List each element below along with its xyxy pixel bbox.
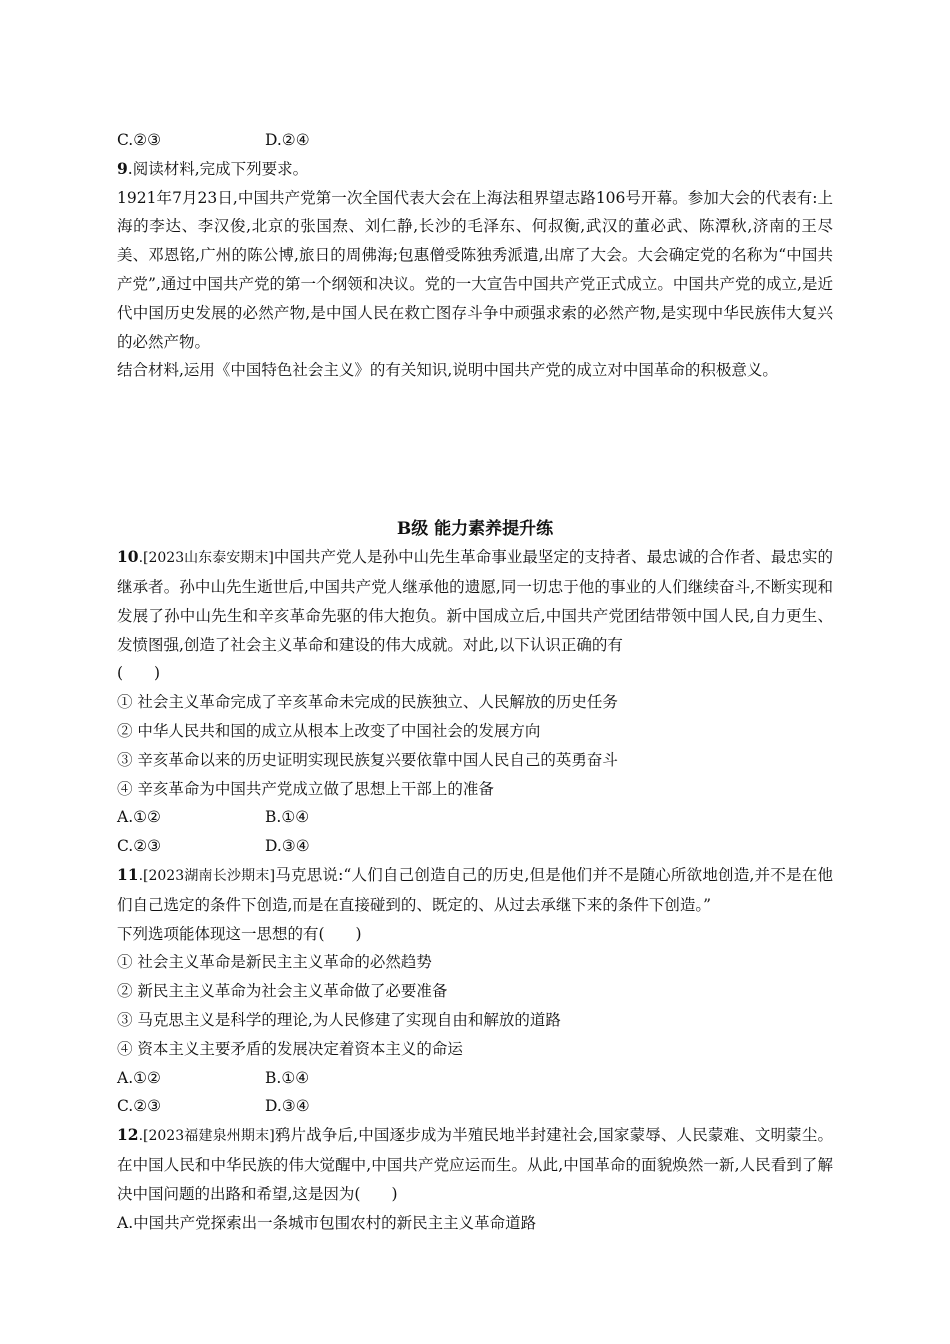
q10-source: .[2023山东泰安期末] xyxy=(138,550,274,567)
section-b-heading: B级 能力素养提升练 xyxy=(396,519,554,540)
q12-source: .[2023福建泉州期末] xyxy=(138,1128,275,1145)
q8-option-c[interactable]: C.②③ xyxy=(117,131,162,149)
q9-stem-text: .阅读材料,完成下列要求。 xyxy=(127,159,309,178)
q11-source: .[2023湖南长沙期末] xyxy=(138,867,276,884)
q11-option-c[interactable]: C.②③ xyxy=(117,1097,162,1116)
q10-options-cd xyxy=(117,832,833,861)
q9-number: 9 xyxy=(117,158,128,178)
q12-stem-text: 鸦片战争后,中国逐步成为半殖民地半封建社会,国家蒙辱、人民蒙难、文明蒙尘。在中国人民和中华民族的伟大觉醒中,中国共产党应运而生。从此,中国革命的面貌焕然一新,人民看到了解决中国问题的出路和希望,这是因为( ) xyxy=(117,1126,833,1203)
q11-item-2: ② 新民主主义革命为社会主义革命做了必要准备 xyxy=(117,982,448,1001)
q12-number: 12 xyxy=(117,1125,139,1145)
q8-options-cd xyxy=(117,126,833,155)
q11-number: 11 xyxy=(117,864,139,884)
q10-option-b[interactable]: B.①④ xyxy=(265,808,310,827)
q11-item-3: ③ 马克思主义是科学的理论,为人民修建了实现自由和解放的道路 xyxy=(117,1010,561,1029)
q10-stem-text: 中国共产党人是孙中山先生革命事业最坚定的支持者、最忠诚的合作者、最忠实的继承者。孙中山先生逝世后,中国共产党人继承他的遗愿,同一切忠于他的事业的人们继续奋斗,不断实现和发展了孙中山先生和辛亥革命先驱的伟大抱负。新中国成立后,中国共产党团结带领中国人民,自力更生、发愤图强,创造了社会主义革命和建设的伟大成就。对此,以下认识正确的有 xyxy=(117,548,833,654)
q10-option-c[interactable]: C.②③ xyxy=(117,837,162,856)
q11-option-b[interactable]: B.①④ xyxy=(265,1068,310,1087)
q10-option-d[interactable]: D.③④ xyxy=(265,837,310,856)
q10-stem xyxy=(117,543,833,659)
q10-item-3: ③ 辛亥革命以来的历史证明实现民族复兴要依靠中国人民自己的英勇奋斗 xyxy=(117,750,618,769)
q10-blank: ( ) xyxy=(117,664,161,683)
q11-stem-2: 下列选项能体现这一思想的有( ) xyxy=(117,924,362,943)
q10-item-4: ④ 辛亥革命为中国共产党成立做了思想上干部上的准备 xyxy=(117,779,494,798)
q8-option-d[interactable]: D.②④ xyxy=(265,131,310,149)
q11-stem-text: 马克思说:“人们自己创造自己的历史,但是他们并不是随心所欲地创造,并不是在他们自己选定的条件下创造,而是在直接碰到的、既定的、从过去承继下来的条件下创造。” xyxy=(117,865,833,914)
q9-task: 结合材料,运用《中国特色社会主义》的有关知识,说明中国共产党的成立对中国革命的积极意义。 xyxy=(117,361,778,380)
q11-item-1: ① 社会主义革命是新民主主义革命的必然趋势 xyxy=(117,953,432,972)
q10-options-ab xyxy=(117,803,833,832)
q11-option-a[interactable]: A.①② xyxy=(117,1068,161,1087)
q12-option-a[interactable]: A.中国共产党探索出一条城市包围农村的新民主主义革命道路 xyxy=(117,1213,537,1232)
q11-option-d[interactable]: D.③④ xyxy=(265,1097,310,1116)
q10-item-2: ② 中华人民共和国的成立从根本上改变了中国社会的发展方向 xyxy=(117,721,541,740)
q10-number: 10 xyxy=(117,547,139,567)
q12-stem xyxy=(117,1121,833,1208)
q10-option-a[interactable]: A.①② xyxy=(117,808,161,827)
q9-material: 1921年7月23日,中国共产党第一次全国代表大会在上海法租界望志路106号开幕。参加大会的代表有:上海的李达、李汉俊,北京的张国焘、刘仁静,长沙的毛泽东、何叔衡,武汉的董必武、陈潭秋,济南的王尽美、邓恩铭,广州的陈公博,旅日的周佛海;包惠僧受陈独秀派遣,出席了大会。大会确定党的名称为“中国共产党”,通过中国共产党的第一个纲领和决议。党的一大宣告中国共产党正式成立。中国共产党的成立,是近代中国历史发展的必然产物,是中国人民在救亡图存斗争中顽强求索的必然产物,是实现中华民族伟大复兴的必然产物。 xyxy=(117,188,833,351)
q11-options-cd xyxy=(117,1092,833,1121)
q9-stem xyxy=(117,155,833,184)
q11-options-ab xyxy=(117,1064,833,1093)
q11-stem xyxy=(117,861,833,920)
q10-item-1: ① 社会主义革命完成了辛亥革命未完成的民族独立、人民解放的历史任务 xyxy=(117,693,618,712)
q9-answer-space[interactable] xyxy=(117,385,833,515)
q11-item-4: ④ 资本主义主要矛盾的发展决定着资本主义的命运 xyxy=(117,1039,463,1058)
exam-page xyxy=(117,126,833,1237)
